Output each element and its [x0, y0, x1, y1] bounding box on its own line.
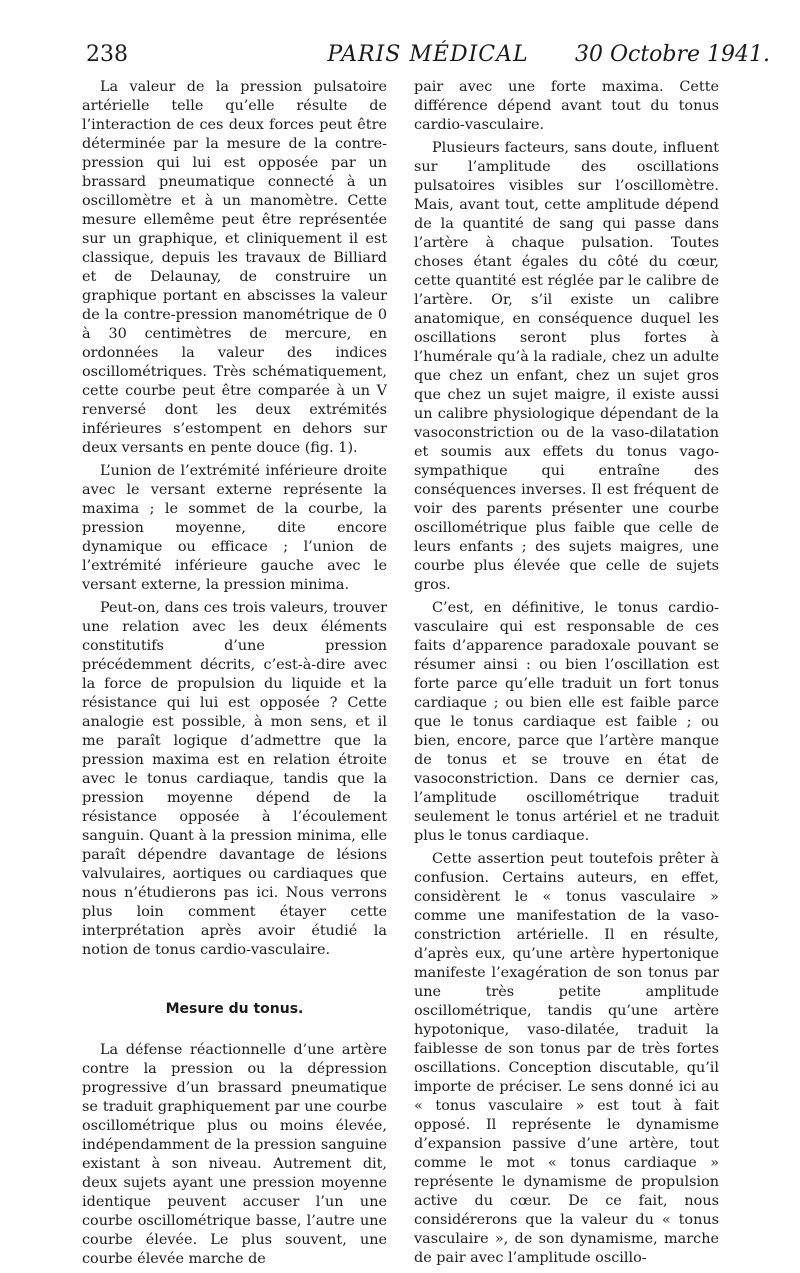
- left-column: [82, 78, 387, 1273]
- right-column: [414, 78, 719, 1272]
- paragraph: Plusieurs facteurs, sans doute, influent sur l’amplitude des oscillations pulsatoires visibles sur l’oscillomètre. Mais, avant tout, cette amplitude dépend de la quantité de sang qui passe dans l’artère à chaque pulsation. Toutes choses étant égales du côté du cœur, cette quantité est réglée par le calibre de l’artère. Or, s’il existe un calibre anatomique, en conséquence duquel les oscillations seront plus fortes à l’humérale qu’à la radiale, chez un adulte que chez un enfant, chez un sujet gros que chez un sujet maigre, il existe aussi un calibre physiologique dépendant de la vasoconstriction ou de la vaso-dilatation et soumis aux effets du tonus vago-sympathique qui entraîne des conséquences inverses. Il est fréquent de voir des parents présenter une courbe oscillométrique plus faible que celle de leurs enfants ; des sujets maigres, une courbe plus élevée que celle de sujets gros.: [414, 140, 719, 593]
- page-header: [86, 42, 770, 72]
- journal-title: PARIS MÉDICAL: [327, 42, 529, 67]
- paragraph: La défense réactionnelle d’une artère contre la pression ou la dépression progressive d’un brassard pneumatique se traduit graphiquement par une courbe oscillométrique plus ou moins élevée, indépendamment de la pression sanguine existant à son niveau. Autrement dit, deux sujets ayant une pression moyenne identique peuvent accuser l’un une courbe oscillométrique basse, l’autre une courbe élevée. Le plus souvent, une courbe élevée marche de: [82, 1042, 387, 1267]
- paragraph: La valeur de la pression pulsatoire artérielle telle qu’elle résulte de l’interaction de ces deux forces peut être déterminée par la mesure de la contre-pression qui lui est opposée par un brassard pneumatique connecté à un oscillomètre et à un manomètre. Cette mesure ellemême peut être représentée sur un graphique, et cliniquement il est classique, depuis les travaux de Billiard et de Delaunay, de construire un graphique portant en abscisses la valeur de la contre-pression manométrique de 0 à 30 centimètres de mercure, en ordonnées la valeur des indices oscillométriques. Très schématiquement, cette courbe peut être comparée à un V renversé dont les deux extrémités inférieures s’estompent en dehors sur deux versants en pente douce (fig. 1).: [82, 79, 387, 456]
- section-heading: Mesure du tonus.: [165, 1001, 304, 1017]
- issue-date: 30 Octobre 1941.: [574, 42, 770, 67]
- paragraph: Peut-on, dans ces trois valeurs, trouver une relation avec les deux éléments constitutifs d’une pression précédemment décrits, c’est-à-dire avec la force de propulsion du liquide et la résistance qui lui est opposée ? Cette analogie est possible, à mon sens, et il me paraît logique d’admettre que la pression maxima est en relation étroite avec le tonus cardiaque, tandis que la pression moyenne dépend de la résistance opposée à l’écoulement sanguin. Quant à la pression minima, elle paraît dépendre davantage de lésions valvulaires, aortiques ou cardiaques que nous n’étudierons pas ici. Nous verrons plus loin comment étayer cette interprétation après avoir étudié la notion de tonus cardio-vasculaire.: [82, 600, 387, 958]
- paragraph: L’union de l’extrémité inférieure droite avec le versant externe représente la maxima ; le sommet de la courbe, la pression moyenne, dite encore dynamique ou efficace ; l’union de l’extrémité inférieure gauche avec le versant externe, la pression minima.: [82, 463, 387, 593]
- page-number: 238: [86, 42, 128, 67]
- paragraph: C’est, en définitive, le tonus cardio-vasculaire qui est responsable de ces faits d’apparence paradoxale pouvant se résumer ainsi : ou bien l’oscillation est forte parce qu’elle traduit un fort tonus cardiaque ; ou bien elle est faible parce que le tonus cardiaque est faible ; ou bien, encore, parce que l’artère manque de tonus et se trouve en état de vasoconstriction. Dans ce dernier cas, l’amplitude oscillométrique traduit seulement le tonus artériel et ne traduit plus le tonus cardiaque.: [414, 600, 719, 844]
- paragraph: Cette assertion peut toutefois prêter à confusion. Certains auteurs, en effet, considèrent le « tonus vasculaire » comme une manifestation de la vaso-constriction artérielle. Il en résulte, d’après eux, qu’une artère hypertonique manifeste l’exagération de son tonus par une très petite amplitude oscillométrique, tandis qu’une artère hypotonique, vaso-dilatée, traduit la faiblesse de son tonus par de très fortes oscillations. Conception discutable, qu’il importe de préciser. Le sens donné ici au « tonus vasculaire » est tout à fait opposé. Il représente le dynamisme d’expansion passive d’une artère, tout comme le mot « tonus cardiaque » représente le dynamisme de propulsion active du cœur. De ce fait, nous considérerons que la valeur du « tonus vasculaire », de son dynamisme, marche de pair avec l’amplitude oscillo-: [414, 851, 719, 1266]
- paragraph-continuation: pair avec une forte maxima. Cette différence dépend avant tout du tonus cardio-vasculaire.: [414, 79, 719, 133]
